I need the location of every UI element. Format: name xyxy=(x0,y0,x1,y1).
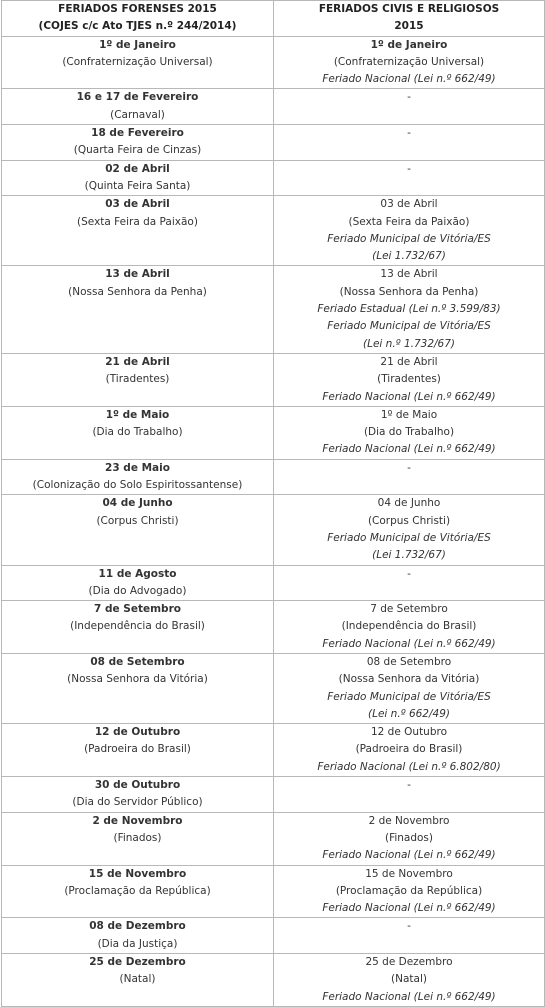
table-row xyxy=(2,812,545,865)
civil-name: (Nossa Senhora da Penha) xyxy=(339,285,479,298)
civil-name: (Finados) xyxy=(384,831,434,844)
forense-date: 18 de Fevereiro xyxy=(91,127,184,140)
table-row xyxy=(2,777,545,813)
forense-cell xyxy=(2,89,274,125)
header-forenses-subtitle: (COJES c/c Ato TJES n.º 244/2014) xyxy=(38,20,237,33)
civil-cell xyxy=(274,36,545,89)
civil-name: (Sexta Feira da Paixão) xyxy=(348,215,470,228)
forense-date: 03 de Abril xyxy=(105,198,170,211)
civil-date: 08 de Setembro xyxy=(366,655,452,668)
forense-name: (Nossa Senhora da Vitória) xyxy=(67,673,208,686)
civil-name: (Padroeira do Brasil) xyxy=(355,743,463,756)
civil-date: 7 de Setembro xyxy=(370,603,448,616)
header-civis-title: FERIADOS CIVIS E RELIGIOSOS xyxy=(318,3,500,15)
table-row xyxy=(2,196,545,266)
forense-cell xyxy=(2,724,274,777)
civil-date: 15 de Novembro xyxy=(365,867,453,880)
civil-date: 03 de Abril xyxy=(380,198,438,211)
civil-cell xyxy=(274,653,545,723)
civil-law: (Lei 1.732/67) xyxy=(372,250,446,263)
forense-cell xyxy=(2,160,274,196)
forense-cell xyxy=(2,565,274,601)
civil-date: - xyxy=(407,779,411,792)
forense-date: 16 e 17 de Fevereiro xyxy=(76,91,199,104)
table-row xyxy=(2,266,545,353)
forense-date: 02 de Abril xyxy=(105,162,170,175)
civil-law: (Lei 1.732/67) xyxy=(372,549,446,562)
forense-date: 15 de Novembro xyxy=(88,867,187,880)
forense-name: (Sexta Feira da Paixão) xyxy=(77,215,198,228)
forense-date: 7 de Setembro xyxy=(94,603,181,616)
civil-cell xyxy=(274,777,545,813)
forense-date: 23 de Maio xyxy=(105,461,170,474)
civil-law: Feriado Nacional (Lei n.º 662/49) xyxy=(322,637,496,650)
header-civis-year: 2015 xyxy=(394,20,424,33)
forense-cell xyxy=(2,196,274,266)
civil-law: (Lei n.º 1.732/67) xyxy=(363,337,455,350)
civil-cell xyxy=(274,353,545,406)
forense-name: (Dia do Servidor Público) xyxy=(72,796,203,809)
header-forenses-title: FERIADOS FORENSES 2015 xyxy=(58,3,217,15)
civil-date: - xyxy=(407,567,411,580)
civil-name: (Proclamação da República) xyxy=(335,884,483,897)
forense-date: 13 de Abril xyxy=(105,268,170,281)
table-row xyxy=(2,495,545,565)
civil-name: (Tiradentes) xyxy=(377,373,441,386)
civil-cell xyxy=(274,565,545,601)
civil-date: 2 de Novembro xyxy=(368,814,450,827)
forense-cell xyxy=(2,918,274,954)
civil-cell xyxy=(274,812,545,865)
forense-date: 1º de Janeiro xyxy=(99,38,176,51)
forense-cell xyxy=(2,601,274,654)
table-row xyxy=(2,653,545,723)
forense-date: 21 de Abril xyxy=(105,355,170,368)
civil-date: - xyxy=(407,920,411,933)
civil-cell xyxy=(274,918,545,954)
civil-name: (Natal) xyxy=(391,973,427,986)
table-row xyxy=(2,353,545,406)
header-row xyxy=(2,1,545,37)
civil-cell xyxy=(274,495,545,565)
forense-name: (Dia do Advogado) xyxy=(88,584,187,597)
civil-cell xyxy=(274,160,545,196)
civil-date: - xyxy=(407,162,411,175)
forense-name: (Dia do Trabalho) xyxy=(92,426,183,439)
forense-date: 1º de Maio xyxy=(105,408,170,421)
civil-law: Feriado Nacional (Lei n.º 662/49) xyxy=(322,443,496,456)
forense-cell xyxy=(2,954,274,1007)
forense-name: (Corpus Christi) xyxy=(96,514,179,527)
civil-law: Feriado Nacional (Lei n.º 662/49) xyxy=(322,390,496,403)
table-row xyxy=(2,160,545,196)
civil-cell xyxy=(274,459,545,495)
civil-law: Feriado Nacional (Lei n.º 6.802/80) xyxy=(317,760,501,773)
table-row xyxy=(2,565,545,601)
civil-cell xyxy=(274,865,545,918)
forense-cell xyxy=(2,266,274,353)
table-row xyxy=(2,89,545,125)
table-row xyxy=(2,954,545,1007)
forense-name: (Independência do Brasil) xyxy=(70,620,205,633)
civil-date: 04 de Junho xyxy=(377,497,441,510)
civil-date: - xyxy=(407,127,411,140)
civil-name: (Nossa Senhora da Vitória) xyxy=(338,673,480,686)
forense-date: 12 de Outubro xyxy=(94,726,181,739)
forense-cell xyxy=(2,495,274,565)
civil-date: - xyxy=(407,461,411,474)
civil-date: 12 de Outubro xyxy=(370,726,448,739)
table-row xyxy=(2,724,545,777)
forense-name: (Tiradentes) xyxy=(105,373,170,386)
forense-name: (Quinta Feira Santa) xyxy=(84,179,191,192)
table-row xyxy=(2,459,545,495)
forense-date: 30 de Outubro xyxy=(94,779,181,792)
forense-date: 2 de Novembro xyxy=(92,814,183,827)
forense-cell xyxy=(2,812,274,865)
civil-cell xyxy=(274,196,545,266)
forense-name: (Padroeira do Brasil) xyxy=(84,743,191,756)
forense-cell xyxy=(2,653,274,723)
header-civis xyxy=(274,1,545,37)
civil-cell xyxy=(274,406,545,459)
table-row xyxy=(2,36,545,89)
civil-date: 21 de Abril xyxy=(380,355,438,368)
forense-cell xyxy=(2,36,274,89)
table-row xyxy=(2,865,545,918)
forense-cell xyxy=(2,353,274,406)
civil-law: Feriado Municipal de Vitória/ES xyxy=(327,320,491,333)
forense-name: (Finados) xyxy=(113,831,162,844)
civil-date: 1º de Maio xyxy=(380,408,438,421)
forense-name: (Nossa Senhora da Penha) xyxy=(68,285,207,298)
holidays-body xyxy=(2,36,545,1006)
forense-cell xyxy=(2,459,274,495)
civil-cell xyxy=(274,89,545,125)
table-row xyxy=(2,918,545,954)
civil-law: Feriado Municipal de Vitória/ES xyxy=(327,690,491,703)
forense-cell xyxy=(2,865,274,918)
civil-law: Feriado Municipal de Vitória/ES xyxy=(327,232,491,245)
forense-cell xyxy=(2,125,274,161)
forense-name: (Proclamação da República) xyxy=(64,884,211,897)
civil-name: (Independência do Brasil) xyxy=(341,620,477,633)
civil-law: Feriado Estadual (Lei n.º 3.599/83) xyxy=(317,303,501,316)
forense-cell xyxy=(2,406,274,459)
forense-date: 08 de Dezembro xyxy=(89,920,186,933)
civil-date: 1º de Janeiro xyxy=(370,38,448,51)
forense-date: 08 de Setembro xyxy=(90,655,185,668)
header-forenses xyxy=(2,1,274,37)
civil-law: (Lei n.º 662/49) xyxy=(368,707,450,720)
forense-date: 25 de Dezembro xyxy=(89,956,186,969)
forense-cell xyxy=(2,777,274,813)
forense-name: (Dia da Justiça) xyxy=(97,937,178,950)
civil-law: Feriado Nacional (Lei n.º 662/49) xyxy=(322,990,496,1003)
forense-date: 11 de Agosto xyxy=(98,567,177,580)
forense-date: 04 de Junho xyxy=(102,497,173,510)
civil-date: 25 de Dezembro xyxy=(365,956,453,969)
civil-cell xyxy=(274,125,545,161)
forense-name: (Carnaval) xyxy=(110,108,165,121)
civil-date: 13 de Abril xyxy=(380,268,438,281)
civil-cell xyxy=(274,601,545,654)
forense-name: (Confraternização Universal) xyxy=(62,55,213,68)
forense-name: (Natal) xyxy=(119,973,156,986)
civil-date: - xyxy=(407,91,411,104)
table-row xyxy=(2,601,545,654)
civil-cell xyxy=(274,954,545,1007)
forense-name: (Quarta Feira de Cinzas) xyxy=(73,144,202,157)
table-row xyxy=(2,406,545,459)
civil-law: Feriado Municipal de Vitória/ES xyxy=(327,531,491,544)
civil-name: (Corpus Christi) xyxy=(367,514,451,527)
civil-law: Feriado Nacional (Lei n.º 662/49) xyxy=(322,849,496,862)
civil-law: Feriado Nacional (Lei n.º 662/49) xyxy=(322,902,496,915)
civil-cell xyxy=(274,724,545,777)
civil-name: (Confraternização Universal) xyxy=(333,55,485,68)
holidays-table xyxy=(1,0,545,1007)
forense-name: (Colonização do Solo Espiritossantense) xyxy=(32,479,243,492)
civil-law: Feriado Nacional (Lei n.º 662/49) xyxy=(322,73,496,86)
table-row xyxy=(2,125,545,161)
civil-cell xyxy=(274,266,545,353)
civil-name: (Dia do Trabalho) xyxy=(363,426,455,439)
